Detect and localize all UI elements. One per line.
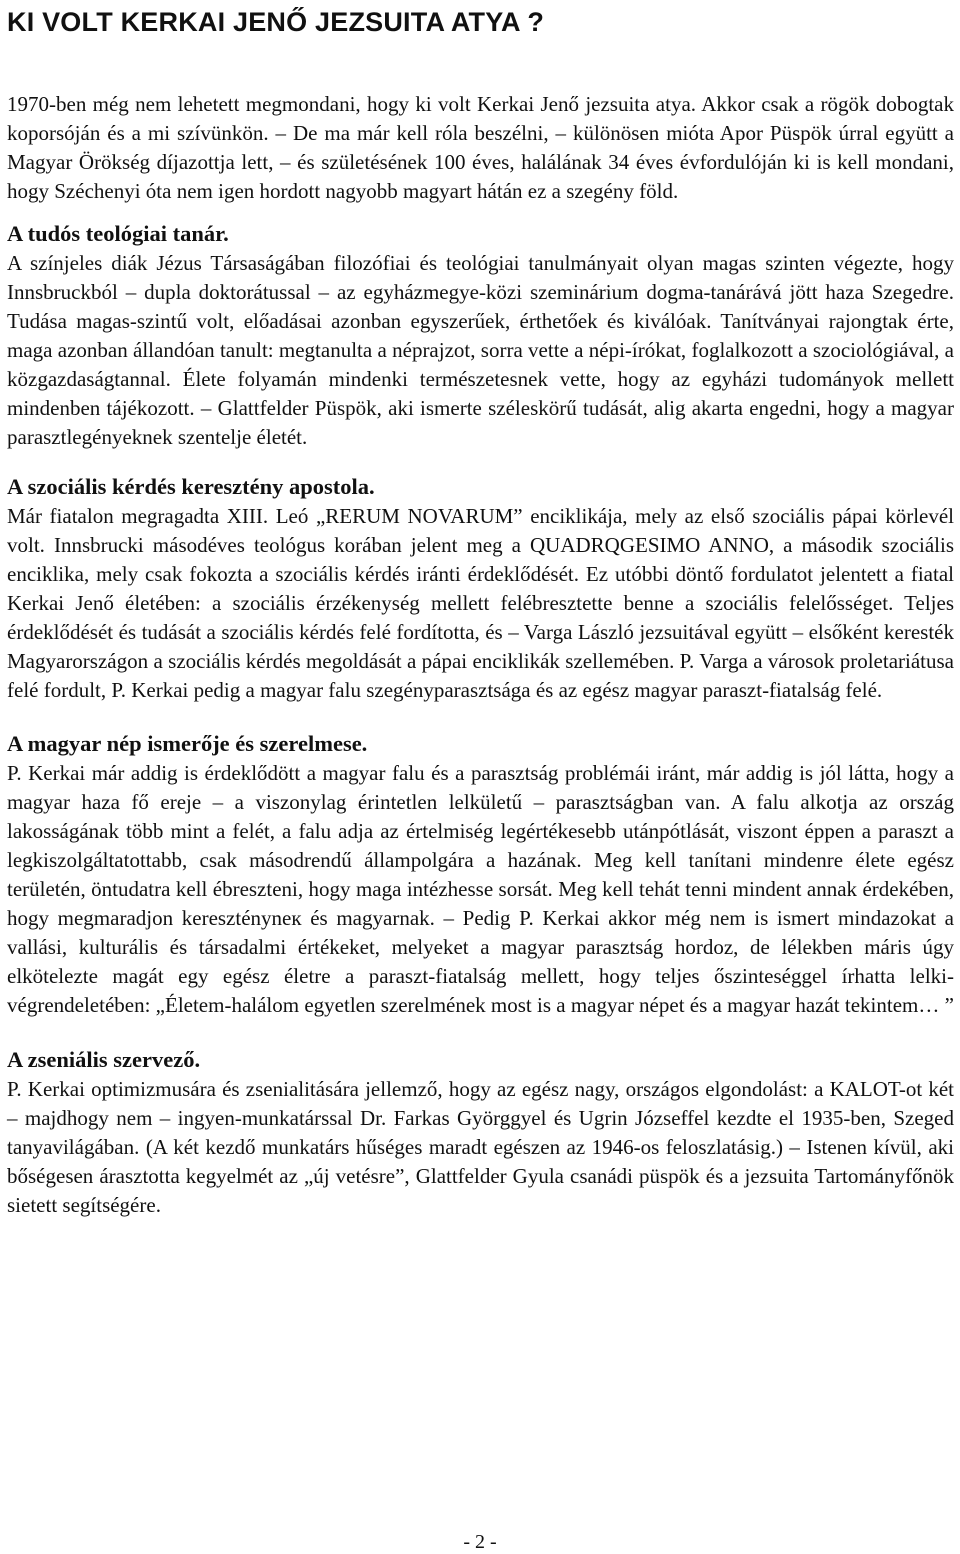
section-heading-scholar: A tudós teológiai tanár. — [7, 221, 229, 246]
section-heading-people-lover: A magyar nép ismerője és szerelmese. — [7, 731, 368, 756]
document-page — [7, 0, 954, 1220]
section-text-organizer: P. Kerkai optimizmusára és zsenialitására jellemző, hogy az egész nagy, országos elgondolást: a KALOT-ot két – majdhogy nem – ingyen-munkatárssal Dr. Farkas Györggyel és Ugrin Józseffel kezdte el 1935-ben, Szeged tanyavilágában. (A két kezdő munkatárs hűséges maradt egészen az 1946-os feloszlatásig.) – Istenen kívül, aki bőségesen árasztotta kegyelmét az „új vetésre”, Glattfelder Gyula csanádi püspök és a jezsuita Tartományfőnök sietett segítségére. — [7, 1077, 954, 1217]
page-number: - 2 - — [463, 1531, 497, 1553]
section-heading-organizer: A zseniális szervező. — [7, 1047, 201, 1072]
section-text-social-apostle: Már fiatalon megragadta XIII. Leó „RERUM NOVARUM” enciklikája, mely az első szociális pápai körlevél volt. Innsbrucki másodéves teológus korában jelent meg a QUADRQGESIMO ANNO, a második szociális enciklika, mely csak fokozta a szociális kérdés iránti érdeklődését. Ez utóbbi döntő fordulatot jelentett a fiatal Kerkai Jenő életében: a szociális érzékenység mellett felébresztette benne a szociális felelősséget. Teljes érdeklődését és tudását a szociális kérdés felé fordította, és – Varga László jezsuitával együtt – elsőként keresték Magyarországon a szociális kérdés megoldását a pápai enciklikák szellemében. P. Varga a városok proletariátusa felé fordult, P. Kerkai pedig a magyar falu szegényparasztsága és az egész magyar paraszt-fiatalság felé. — [7, 504, 954, 702]
section-heading-social-apostle: A szociális kérdés keresztény apostola. — [7, 474, 375, 499]
section-text-people-lover: P. Kerkai már addig is érdeklődött a magyar falu és a parasztság problémái iránt, már addig is jól látta, hogy a magyar haza fő ereje – a viszonylag érintetlen lelkületű – parasztságban van. A falu alkotja az ország lakosságának több mint a felét, a falu adja az értelmiség legértékesebb utánpótlását, viszont éppen a paraszt a legkiszolgáltatottabb, csak másodrendű állampolgára a hazának. Meg kell tanítani mindenre élete egész területén, öntudatra kell ébreszteni, hogy maga intézhesse sorsát. Meg kell tehát tenni mindent annak érdekében, hogy megmaradjon keresztényneк és magyarnak. – Pedig P. Kerkai akkor még nem is ismert mindazokat a vallási, kulturális és társadalmi értékeket, melyeket a magyar parasztság hordoz, de lélekben máris úgy elkötelezte magát egy egész életre a paraszt-fiatalság mellett, hogy teljes őszinteséggel írhatta lelki-végrendeletében: „Életem-halálom egyetlen szerelmének most is a magyar népet és a magyar hazát tekintem… ” — [7, 761, 954, 1017]
document-title: KI VOLT KERKAI JENŐ JEZSUITA ATYA ? — [7, 7, 545, 37]
intro-paragraph: 1970-ben még nem lehetett megmondani, hogy ki volt Kerkai Jenő jezsuita atya. Akkor csak a rögök dobogtak koporsóján és a mi szívünkön. – De ma már kell róla beszélni, – különösen mióta Apor Püspök úrral együtt a Magyar Örökség díjazottja lett, – és születésének 100 éves, halálának 34 éves évfordulóján ki is kell mondani, hogy Széchenyi óta nem igen hordott nagyobb magyart hátán ez a szegény föld. — [7, 92, 954, 203]
section-text-scholar: A színjeles diák Jézus Társaságában filozófiai és teológiai tanulmányait olyan magas szinten végezte, hogy Innsbruckból – dupla doktorátussal – az egyházmegye-közi szeminárium dogma-tanárává jött haza Szegedre. Tudása magas-szintű volt, előadásai azonban egyszerűek, érthetőek és kiválóak. Tanítványai rajongtak érte, maga azonban állandóan tanult: megtanulta a néprajzot, sorra vette a népi-írókat, foglalkozott a szociológiával, a közgazdaságtannal. Élete folyamán mindenki természetesnek vette, hogy az egyházi tudományok mellett mindenben tájékozott. – Glattfelder Püspök, aki ismerte széleskörű tudását, alig akarta engedni, hogy a magyar parasztlegényeknek szentelje életét. — [7, 251, 954, 449]
